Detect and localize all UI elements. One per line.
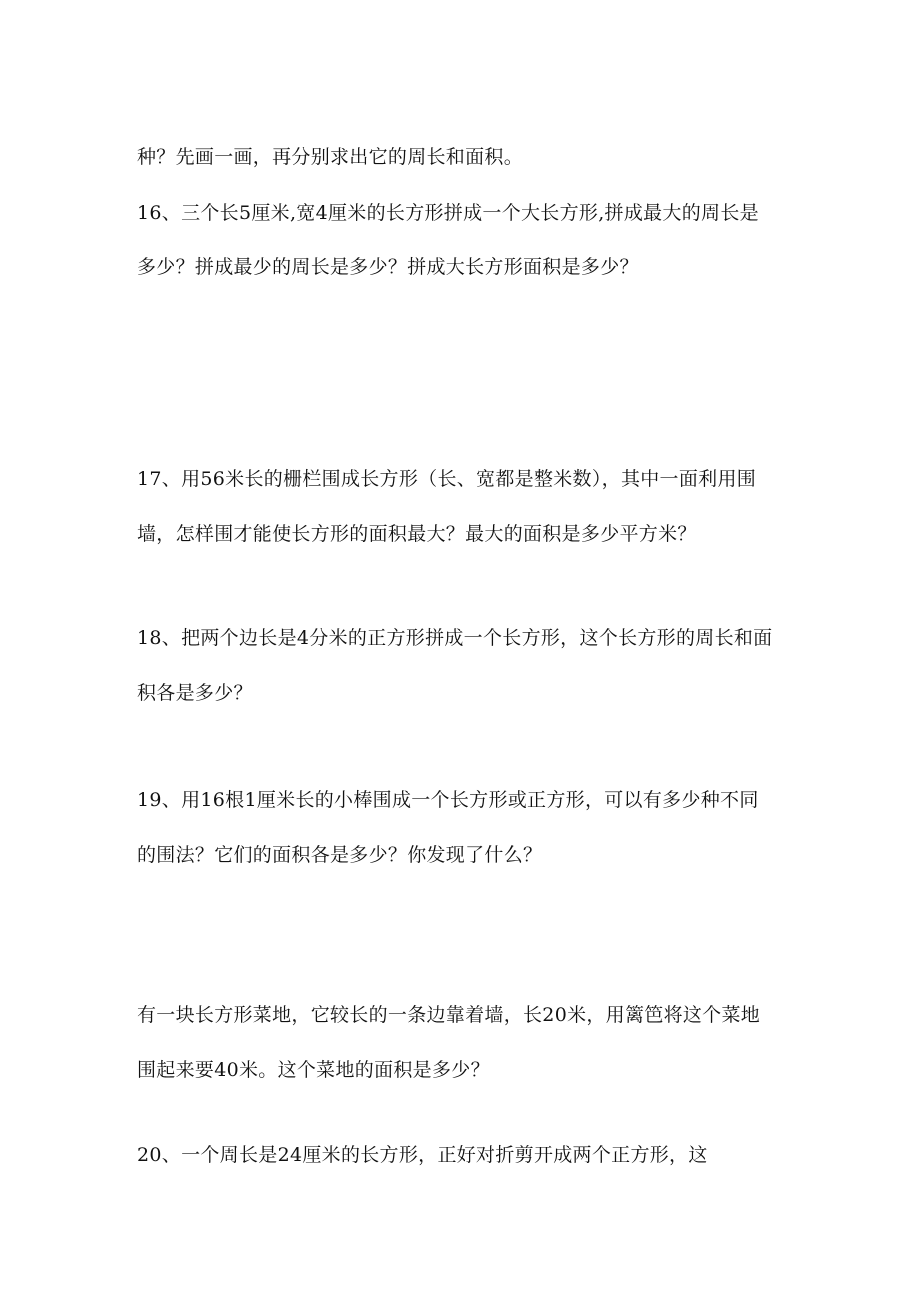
question-16-line-1: 16、三个长5厘米,宽4厘米的长方形拼成一个大长方形,拼成最大的周长是 xyxy=(137,202,759,224)
vegetable-plot-question-line-2: 围起来要40米。这个菜地的面积是多少？ xyxy=(137,1059,490,1081)
question-17-line-2: 墙，怎样围才能使长方形的面积最大？最大的面积是多少平方米？ xyxy=(137,523,697,545)
text-line: 种？先画一画，再分别求出它的周长和面积。 xyxy=(137,146,524,168)
question-20-line-1: 20、一个周长是24厘米的长方形，正好对折剪开成两个正方形，这 xyxy=(137,1144,708,1166)
question-19-line-2: 的围法？它们的面积各是多少？你发现了什么？ xyxy=(137,844,543,866)
question-19-line-1: 19、用16根1厘米长的小棒围成一个长方形或正方形，可以有多少种不同 xyxy=(137,789,759,811)
question-18-line-2: 积各是多少？ xyxy=(137,682,253,704)
question-16-line-2: 多少？拼成最少的周长是多少？拼成大长方形面积是多少？ xyxy=(137,256,639,278)
question-17-line-1: 17、用56米长的栅栏围成长方形（长、宽都是整米数），其中一面利用围 xyxy=(137,468,757,490)
vegetable-plot-question-line-1: 有一块长方形菜地，它较长的一条边靠着墙，长20米，用篱笆将这个菜地 xyxy=(137,1004,761,1026)
question-18-line-1: 18、把两个边长是4分米的正方形拼成一个长方形，这个长方形的周长和面 xyxy=(137,627,773,649)
